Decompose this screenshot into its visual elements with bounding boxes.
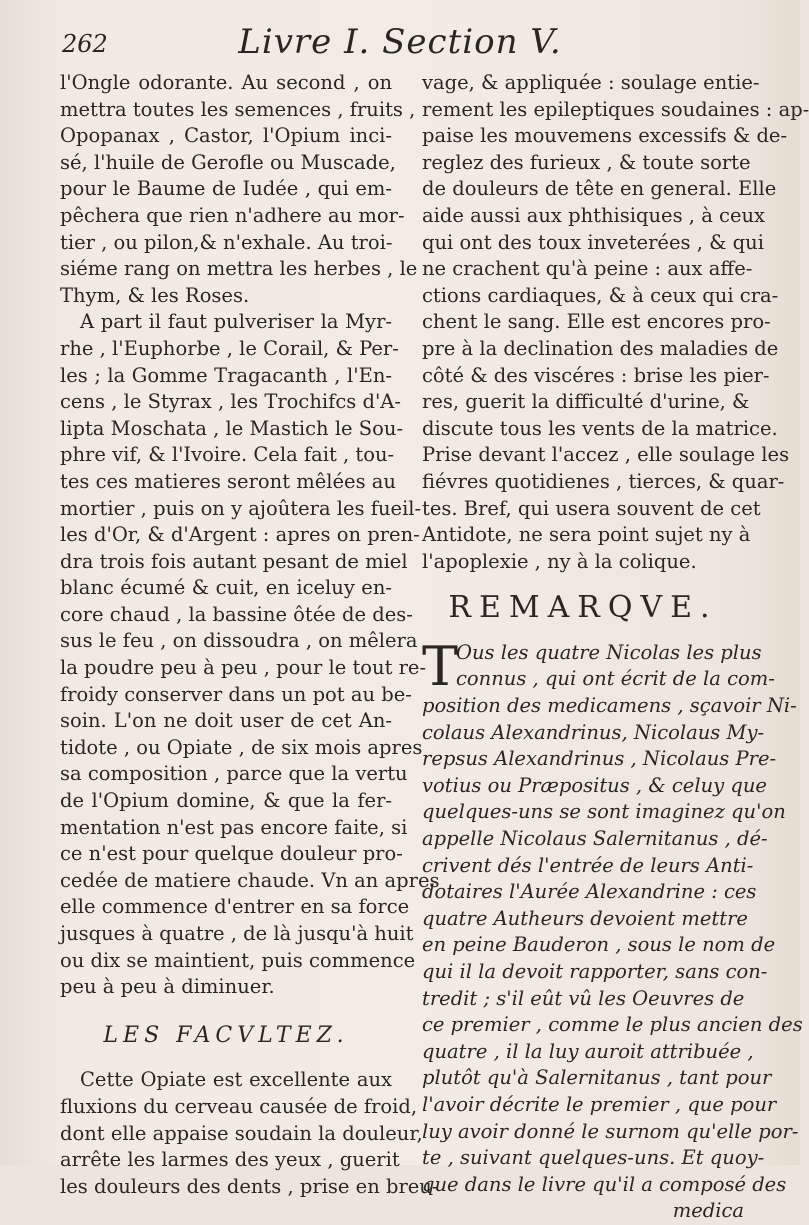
text-line: pre à la declination des maladies de xyxy=(422,336,779,360)
text-line: colaus Alexandrinus, Nicolaus My- xyxy=(422,720,765,744)
text-line: tidote , ou Opiate , de six mois apres xyxy=(60,735,423,759)
text-line: qui ont des toux inveterées , & qui xyxy=(422,230,764,254)
text-line: crivent dés l'entrée de leurs Anti- xyxy=(422,853,754,877)
text-line: de douleurs de tête en general. Elle xyxy=(422,177,777,201)
left-column xyxy=(60,70,440,1200)
text-line: les ; la Gomme Tragacanth , l'En- xyxy=(60,363,392,387)
text-line: ctions cardiaques, & à ceux qui cra- xyxy=(422,283,779,307)
text-line: core chaud , la bassine ôtée de des- xyxy=(60,602,413,626)
text-line: sus le feu , on dissoudra , on mêlera xyxy=(60,629,418,653)
text-line: repsus Alexandrinus , Nicolaus Pre- xyxy=(422,747,777,771)
text-line: côté & des viscéres : brise les pier- xyxy=(422,363,770,387)
text-line: les douleurs des dents , prise en breu- xyxy=(60,1174,439,1198)
drop-cap-block xyxy=(422,634,775,698)
text-line: vage, & appliquée : soulage entie- xyxy=(422,71,760,94)
text-line: blanc écumé & cuit, en iceluy en- xyxy=(60,576,392,600)
text-line: fiévres quotidienes , tierces, & quar- xyxy=(422,469,785,493)
text-line: l'apoplexie , ny à la colique. xyxy=(422,549,697,573)
text-line: chent le sang. Elle est encores pro- xyxy=(422,310,771,334)
text-line: tier , ou pilon,& n'exhale. Au troi- xyxy=(60,230,393,254)
text-line: Thym, & les Roses. xyxy=(60,283,250,307)
text-line: tes. Bref, qui usera souvent de cet xyxy=(422,496,761,520)
text-line: reglez des furieux , & toute sorte xyxy=(422,150,751,174)
text-line: froidy conserver dans un pot au be- xyxy=(60,682,412,706)
text-line: cedée de matiere chaude. Vn an apres xyxy=(60,868,440,892)
text-line: jusques à quatre , de là jusqu'à huit xyxy=(60,922,414,945)
page-header xyxy=(0,22,800,62)
text-line: tes ces matieres seront mêlées au xyxy=(60,469,396,493)
text-line: l'avoir décrite le premier , que pour xyxy=(422,1092,777,1116)
text-line: ou dix se maintient, puis commence xyxy=(60,948,416,972)
remarque-paragraph xyxy=(422,634,803,1225)
text-line: tredit ; s'il eût vû les Oeuvres de xyxy=(422,986,745,1010)
text-line: rement les epileptiques soudaines : ap- xyxy=(422,97,809,121)
text-line: cens , le Styrax , les Trochifcs d'A- xyxy=(60,390,401,414)
text-line: mentation n'est pas encore faite, si xyxy=(60,815,408,839)
right-paragraph-1 xyxy=(422,70,809,575)
text-line: plutôt qu'à Salernitanus , tant pour xyxy=(422,1066,772,1090)
text-line: sa composition , parce que la vertu xyxy=(60,762,408,786)
page-number: 262 xyxy=(62,30,108,58)
text-line: quelques-uns se sont imaginez qu'on xyxy=(422,800,786,824)
text-line: qui il la devoit rapporter, sans con- xyxy=(422,960,768,983)
text-line: elle commence d'entrer en sa force xyxy=(60,895,410,919)
left-paragraph-2 xyxy=(60,309,440,1000)
text-line: Opopanax , Castor, l'Opium inci- xyxy=(60,124,392,148)
text-line: Cette Opiate est excellente aux xyxy=(80,1068,392,1092)
text-line: ce premier , comme le plus ancien des xyxy=(422,1013,803,1037)
text-line: ce n'est pour quelque douleur pro- xyxy=(60,842,403,866)
text-line: Prise devant l'accez , elle soulage les xyxy=(422,443,790,467)
text-line: dont elle appaise soudain la douleur, xyxy=(60,1121,423,1145)
text-line: aide aussi aux phthisiques , à ceux xyxy=(422,203,766,227)
text-line: en peine Bauderon , sous le nom de xyxy=(422,933,776,957)
text-line: fluxions du cerveau causée de froid, xyxy=(60,1094,418,1118)
text-line: mettra toutes les semences , fruits , xyxy=(60,97,416,121)
text-line: arrête les larmes des yeux , guerit xyxy=(60,1148,400,1172)
text-line: Antidote, ne sera point sujet ny à xyxy=(422,523,751,547)
text-line: paise les mouvemens excessifs & de- xyxy=(422,124,788,148)
text-line: discute tous les vents de la matrice. xyxy=(422,416,778,440)
section-heading-facultez: LES FACVLTEZ. xyxy=(103,1022,349,1048)
right-column xyxy=(422,70,809,1225)
text-line: pour le Baume de Iudée , qui em- xyxy=(60,177,392,201)
text-line: l'Ongle odorante. Au second , on xyxy=(60,71,392,94)
text-line: ne crachent qu'à peine : aux affe- xyxy=(422,257,753,281)
text-line: de l'Opium domine, & que la fer- xyxy=(60,789,392,813)
text-line: lipta Moschata , le Mastich le Sou- xyxy=(60,416,404,440)
text-line: luy avoir donné le surnom qu'elle por- xyxy=(422,1119,799,1143)
section-heading-remarque: REMARQVE. xyxy=(448,590,718,626)
text-line: rhe , l'Euphorbe , le Corail, & Per- xyxy=(60,336,399,360)
text-line: position des medicamens , sçavoir Ni- xyxy=(422,694,797,718)
left-paragraph-3 xyxy=(60,1067,439,1200)
text-line: connus , qui ont écrit de la com- xyxy=(456,667,775,691)
text-line: siéme rang on mettra les herbes , le xyxy=(60,257,418,281)
text-line: peu à peu à diminuer. xyxy=(60,975,275,999)
catchword: medica xyxy=(672,1199,744,1223)
text-line: que dans le livre qu'il a composé des xyxy=(422,1172,787,1196)
text-line: quatre Autheurs devoient mettre xyxy=(422,906,748,930)
text-line: te , suivant quelques-uns. Et quoy- xyxy=(422,1146,765,1170)
text-line: dra trois fois autant pesant de miel xyxy=(60,549,408,573)
drop-cap: T xyxy=(422,634,459,698)
text-line: phre vif, & l'Ivoire. Cela fait , tou- xyxy=(60,443,395,467)
text-line: Ous les quatre Nicolas les plus xyxy=(456,640,762,664)
text-line: sé, l'huile de Gerofle ou Muscade, xyxy=(60,150,396,174)
text-line: res, guerit la difficulté d'urine, & xyxy=(422,390,750,414)
text-line: pêchera que rien n'adhere au mor- xyxy=(60,203,405,227)
text-line: les d'Or, & d'Argent : apres on pren- xyxy=(60,523,420,547)
text-line: appelle Nicolaus Salernitanus , dé- xyxy=(422,827,768,851)
left-paragraph-1 xyxy=(60,70,418,309)
text-line: A part il faut pulveriser la Myr- xyxy=(80,310,392,334)
text-line: mortier , puis on y ajoûtera les fueil- xyxy=(60,496,422,520)
running-title: Livre I. Section V. xyxy=(238,22,562,62)
text-line: la poudre peu à peu , pour le tout re- xyxy=(60,656,427,680)
text-line: dotaires l'Aurée Alexandrine : ces xyxy=(422,880,757,904)
text-line: votius ou Præpositus , & celuy que xyxy=(422,773,767,797)
text-line: quatre , il la luy auroit attribuée , xyxy=(422,1039,754,1063)
text-line: soin. L'on ne doit user de cet An- xyxy=(60,709,392,733)
